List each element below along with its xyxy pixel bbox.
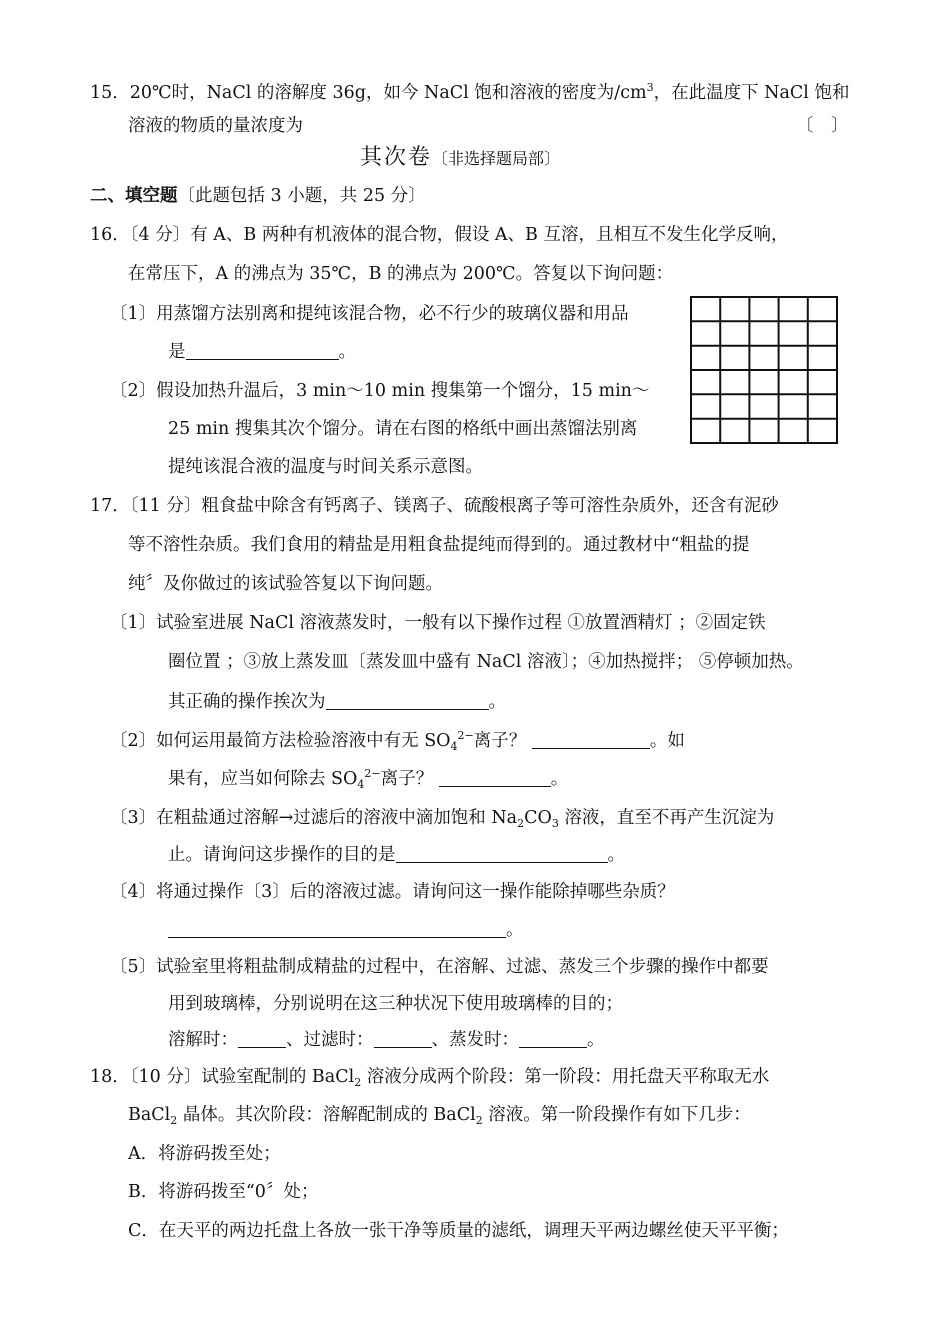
q16-p1-text-b: 。 [338,342,356,362]
q15-text-a: 15．20℃时，NaCl 的溶解度 36g，如今 NaCl 饱和溶液的密度为/cm [90,83,647,103]
q17-p4-line2 [168,918,524,942]
q17-p4-line1: 〔4〕将通过操作〔3〕后的溶液过滤。请询问这一操作能除掉哪些杂质？ [110,882,675,902]
q17-p1-text-a: 其正确的操作挨次为 [168,692,326,712]
q17-p5-line2: 用到玻璃棒，分别说明在这三种状况下使用玻璃棒的目的； [168,994,623,1014]
q17-p2-line2 [168,767,568,791]
q17-p5-filter-blank[interactable] [374,1029,432,1048]
q17-p1-line3 [168,690,506,714]
q17-p2-sup-2: 2− [364,767,381,780]
q18-line1 [90,1065,769,1089]
section2-note: 〔此题包括 3 小题，共 25 分〕 [177,186,426,206]
q17-p2-sub: 4 [450,740,458,753]
q15-line1 [90,81,849,105]
q16-p1-text-a: 是 [168,342,186,362]
q17-p3-sub-1: 2 [517,817,525,830]
q17-p2-text-b: 离子？ [473,731,527,751]
q17-p2-line1 [110,729,685,753]
q16-p1-line2 [168,340,356,364]
q17-p3-text-d: 。 [607,845,625,865]
q18-text-e: 溶液。第一阶段操作有如下几步： [482,1105,751,1125]
q17-p1-line1: 〔1〕试验室进展 NaCl 溶液蒸发时，一般有以下操作过程 ①放置酒精灯 ；②固定铁 [110,613,766,633]
q17-p2-text-e: 离子？ [380,769,434,789]
q17-p3-answer-blank[interactable] [396,844,608,863]
q18-step-a: A．将游码拨至处； [128,1144,281,1164]
q17-line2: 等不溶性杂质。我们食用的精盐是用粗食盐提纯而得到的。通过教材中“粗盐的提 [128,535,750,555]
q18-sub-3: 2 [475,1114,483,1127]
q15-text-b: ，在此温度下 NaCl 饱和 [653,83,850,103]
part2-title-line [360,146,560,171]
q18-text-d: 晶体。其次阶段：溶解配制成的 BaCl [177,1105,476,1125]
q16-line2: 在常压下，A 的沸点为 35℃，B 的沸点为 200℃。答复以下询问题： [128,264,674,284]
q15-line2: 溶液的物质的量浓度为 [128,116,303,136]
section2-heading-line [90,184,426,208]
q18-sub-2: 2 [170,1114,178,1127]
q17-line1: 17．〔11 分〕粗食盐中除含有钙离子、镁离子、硫酸根离子等可溶性杂质外，还含有泥砂 [90,496,779,516]
q18-sub-1: 2 [354,1076,362,1089]
q16-p1-line1: 〔1〕用蒸馏方法别离和提纯该混合物，必不行少的玻璃仪器和用品 [110,304,629,324]
q18-text-c: BaCl [128,1105,171,1125]
q17-p3-line1 [110,806,774,830]
q17-p5-line3 [168,1028,605,1052]
q16-p2-line3: 提纯该混合液的温度与时间关系示意图。 [168,457,483,477]
q15-sup: 3 [646,81,654,94]
part2-title: 其次卷 [360,145,433,170]
q17-p1-line2: 圈位置 ；③放上蒸发皿〔蒸发皿中盛有 NaCl 溶液〕；④加热搅拌； ⑤停顿加热。 [168,652,804,672]
q17-p2-answer-blank-1[interactable] [532,730,650,749]
q17-p3-text-c: 止。请询问这步操作的目的是 [168,845,396,865]
q17-p4-text: 。 [506,920,524,940]
q17-p2-text-f: 。 [550,769,569,789]
q16-p1-answer-blank[interactable] [186,341,339,360]
q16-p2-line1: 〔2〕假设加热升温后，3 min～10 min 搜集第一个馏分，15 min～ [110,381,650,401]
q17-p3-line2 [168,843,625,867]
q18-line2 [128,1103,751,1127]
q17-p5-filter-label: 、过滤时： [286,1030,374,1050]
q17-p1-answer-blank[interactable] [326,691,489,710]
q17-p1-text-b: 。 [488,692,506,712]
q17-p2-text-a: 〔2〕如何运用最简方法检验溶液中有无 SO [110,731,451,751]
q17-p2-sup: 2− [457,729,474,742]
q17-p5-dissolve-blank[interactable] [238,1029,286,1048]
q17-p5-line1: 〔5〕试验室里将粗盐制成精盐的过程中，在溶解、过滤、蒸发三个步骤的操作中都要 [110,957,769,977]
q17-p2-text-c: 。如 [649,731,685,751]
q18-text-a: 18．〔10 分〕试验室配制的 BaCl [90,1067,355,1087]
q18-text-b: 溶液分成两个阶段：第一阶段：用托盘天平称取无水 [361,1067,770,1087]
q17-line3: 纯〞及你做过的该试验答复以下询问题。 [128,574,443,594]
section2-heading: 二、填空题 [90,186,178,206]
q17-p5-dissolve-label: 溶解时： [168,1030,238,1050]
q17-p3-text-b: 溶液，直至不再产生沉淀为 [558,808,775,828]
q17-p2-sub-2: 4 [357,778,365,791]
part2-subtitle: 〔非选择题局部〕 [432,149,561,168]
q17-p5-evap-label: 、蒸发时： [431,1030,519,1050]
q15-answer-bracket: 〔 〕 [796,116,849,136]
q18-step-b: B．将游码拨至“0〞处； [128,1182,319,1202]
q17-p2-answer-blank-2[interactable] [439,768,551,787]
q17-p3-co: CO [524,808,552,828]
q16-p2-line2: 25 min 搜集其次个馏分。请在右图的格纸中画出蒸馏法别离 [168,419,638,439]
q18-step-c: C．在天平的两边托盘上各放一张干净等质量的滤纸，调理天平两边螺丝使天平平衡； [128,1221,789,1241]
q17-p3-sub-2: 3 [551,817,559,830]
q17-p5-end: 。 [587,1030,605,1050]
q17-p4-answer-blank[interactable] [168,919,506,938]
q17-p5-evap-blank[interactable] [519,1029,587,1048]
q17-p3-text-a: 〔3〕在粗盐通过溶解→过滤后的溶液中滴加饱和 Na [110,808,518,828]
graph-paper-grid[interactable] [690,296,838,444]
q17-p2-text-d: 果有，应当如何除去 SO [168,769,358,789]
q16-line1: 16．〔4 分〕有 A、B 两种有机液体的混合物，假设 A、B 互溶，且相互不发生化学反响， [90,225,789,245]
